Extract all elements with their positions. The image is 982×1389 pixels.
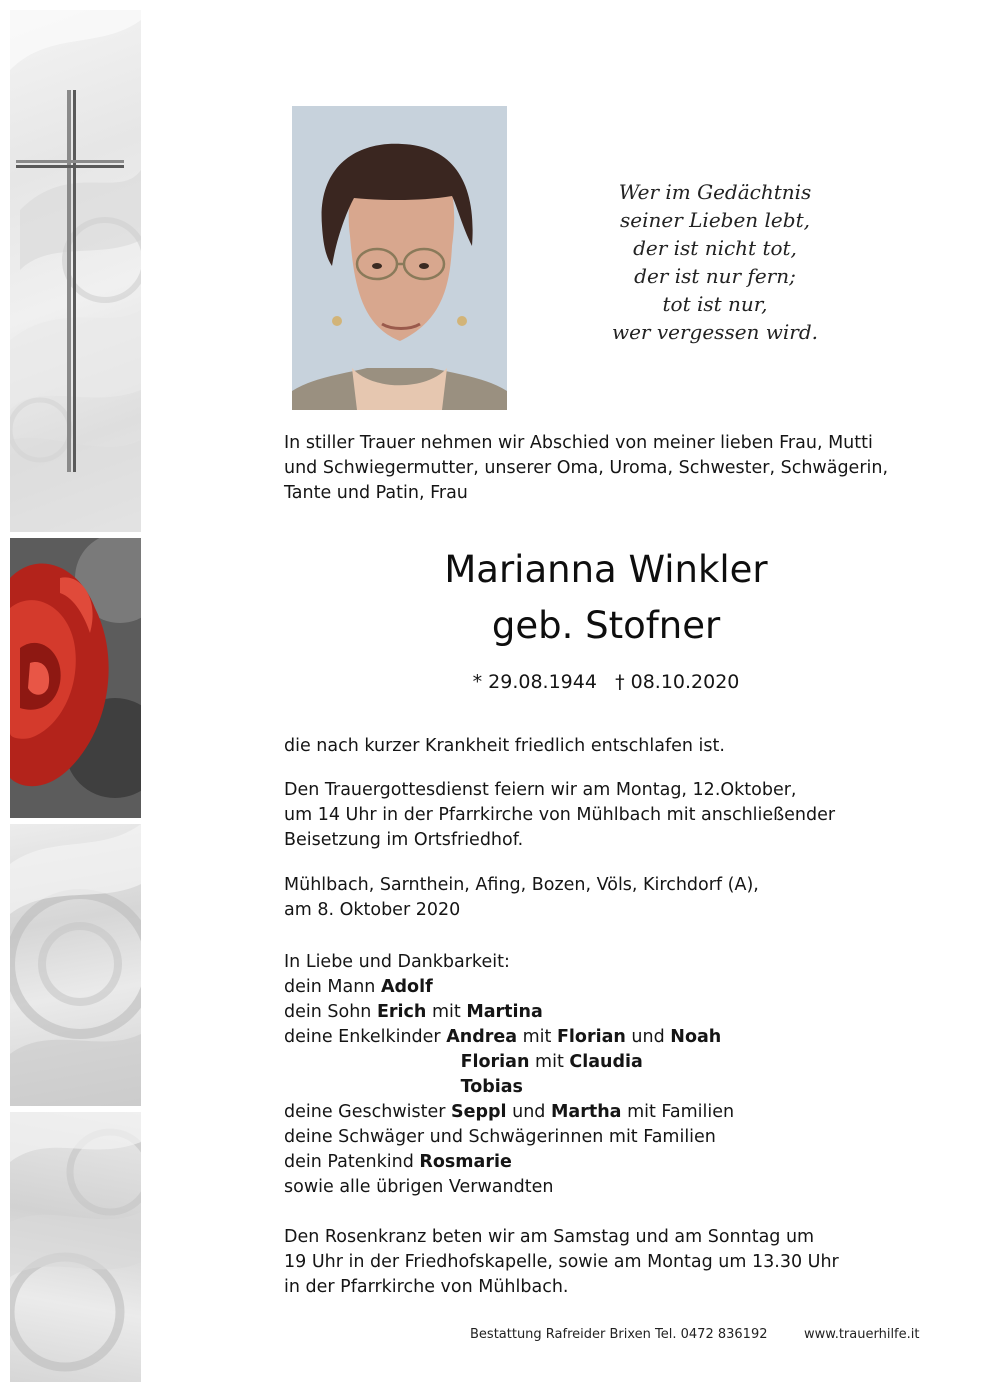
- family-heading: In Liebe und Dankbarkeit:: [284, 952, 510, 972]
- intro-line: In stiller Trauer nehmen wir Abschied von meiner lieben Frau, Mutti: [284, 433, 873, 453]
- rose-image: [10, 538, 141, 818]
- family-row-grandchildren: [284, 1025, 734, 1050]
- grandchild-name: Florian: [460, 1052, 530, 1072]
- sibling-name: Seppl: [451, 1102, 507, 1122]
- label: dein Patenkind: [284, 1152, 414, 1172]
- rosary-paragraph: [284, 1225, 839, 1300]
- family-row-siblings: [284, 1100, 734, 1125]
- family-list: [284, 950, 734, 1200]
- grandchild-partner-name: Claudia: [569, 1052, 643, 1072]
- son-name: Erich: [376, 1002, 427, 1022]
- decor-panel-top: [10, 10, 141, 532]
- memorial-quote: [580, 178, 850, 346]
- decor-panel-middle: [10, 824, 141, 1106]
- quote-line: der ist nur fern;: [634, 264, 796, 288]
- label: deine Geschwister: [284, 1102, 446, 1122]
- life-dates: [300, 671, 912, 693]
- family-row-grandchild-2: [284, 1050, 734, 1075]
- connector: und: [631, 1027, 665, 1047]
- family-row-husband: [284, 975, 734, 1000]
- husband-name: Adolf: [380, 977, 433, 997]
- funeral-service-paragraph: [284, 778, 835, 853]
- connector: mit: [431, 1002, 461, 1022]
- quote-line: tot ist nur,: [662, 292, 768, 316]
- cross-icon: [10, 10, 141, 532]
- passing-text: die nach kurzer Krankheit friedlich entschlafen ist.: [284, 736, 725, 756]
- death-date: † 08.10.2020: [615, 671, 740, 693]
- godchild-name: Rosmarie: [419, 1152, 512, 1172]
- grandchild-partner-name: Florian: [556, 1027, 626, 1047]
- portrait-photo: [292, 106, 507, 410]
- rose-pattern-middle: [10, 824, 141, 1106]
- undertaker-info: Bestattung Rafreider Brixen Tel. 0472 836192: [470, 1327, 768, 1342]
- quote-line: seiner Lieben lebt,: [620, 208, 810, 232]
- deceased-name: Marianna Winkler: [444, 548, 768, 591]
- quote-line: Wer im Gedächtnis: [618, 180, 812, 204]
- family-row-godchild: [284, 1150, 734, 1175]
- family-row-in-laws: deine Schwäger und Schwägerinnen mit Familien: [284, 1127, 716, 1147]
- portrait-image: [292, 106, 507, 410]
- service-line: Den Trauergottesdienst feiern wir am Montag, 12.Oktober,: [284, 780, 797, 800]
- place-line: Mühlbach, Sarnthein, Afing, Bozen, Völs, Kirchdorf (A),: [284, 875, 759, 895]
- rose-pattern-bottom: [10, 1112, 141, 1382]
- birth-date: * 29.08.1944: [472, 671, 597, 693]
- label: dein Mann: [284, 977, 376, 997]
- intro-line: Tante und Patin, Frau: [284, 483, 468, 503]
- sibling-name: Martha: [551, 1102, 622, 1122]
- service-line: um 14 Uhr in der Pfarrkirche von Mühlbach mit anschließender: [284, 805, 836, 825]
- suffix: mit Familien: [627, 1102, 735, 1122]
- service-line: Beisetzung im Ortsfriedhof.: [284, 830, 524, 850]
- website-link[interactable]: www.trauerhilfe.it: [804, 1327, 920, 1342]
- connector: mit: [522, 1027, 552, 1047]
- son-partner-name: Martina: [466, 1002, 543, 1022]
- place-date-paragraph: [284, 873, 759, 923]
- date-line: am 8. Oktober 2020: [284, 900, 461, 920]
- great-grandchild-name: Noah: [670, 1027, 722, 1047]
- label: dein Sohn: [284, 1002, 372, 1022]
- red-rose-panel: [10, 538, 141, 818]
- connector: mit: [535, 1052, 564, 1072]
- label: deine Enkelkinder: [284, 1027, 441, 1047]
- maiden-name: geb. Stofner: [491, 604, 721, 647]
- family-row-grandchild-3: [284, 1075, 734, 1100]
- connector: und: [512, 1102, 546, 1122]
- intro-line: und Schwiegermutter, unserer Oma, Uroma, Schwester, Schwägerin,: [284, 458, 889, 478]
- intro-paragraph: [284, 431, 888, 506]
- rosary-line: Den Rosenkranz beten wir am Samstag und am Sonntag um: [284, 1227, 815, 1247]
- quote-line: der ist nicht tot,: [633, 236, 797, 260]
- family-row-relatives: sowie alle übrigen Verwandten: [284, 1177, 554, 1197]
- rosary-line: in der Pfarrkirche von Mühlbach.: [284, 1277, 569, 1297]
- decor-panel-bottom: [10, 1112, 141, 1382]
- rosary-line: 19 Uhr in der Friedhofskapelle, sowie am Montag um 13.30 Uhr: [284, 1252, 839, 1272]
- quote-line: wer vergessen wird.: [611, 320, 819, 344]
- family-row-son: [284, 1000, 734, 1025]
- grandchild-name: Tobias: [460, 1077, 523, 1097]
- grandchild-name: Andrea: [446, 1027, 518, 1047]
